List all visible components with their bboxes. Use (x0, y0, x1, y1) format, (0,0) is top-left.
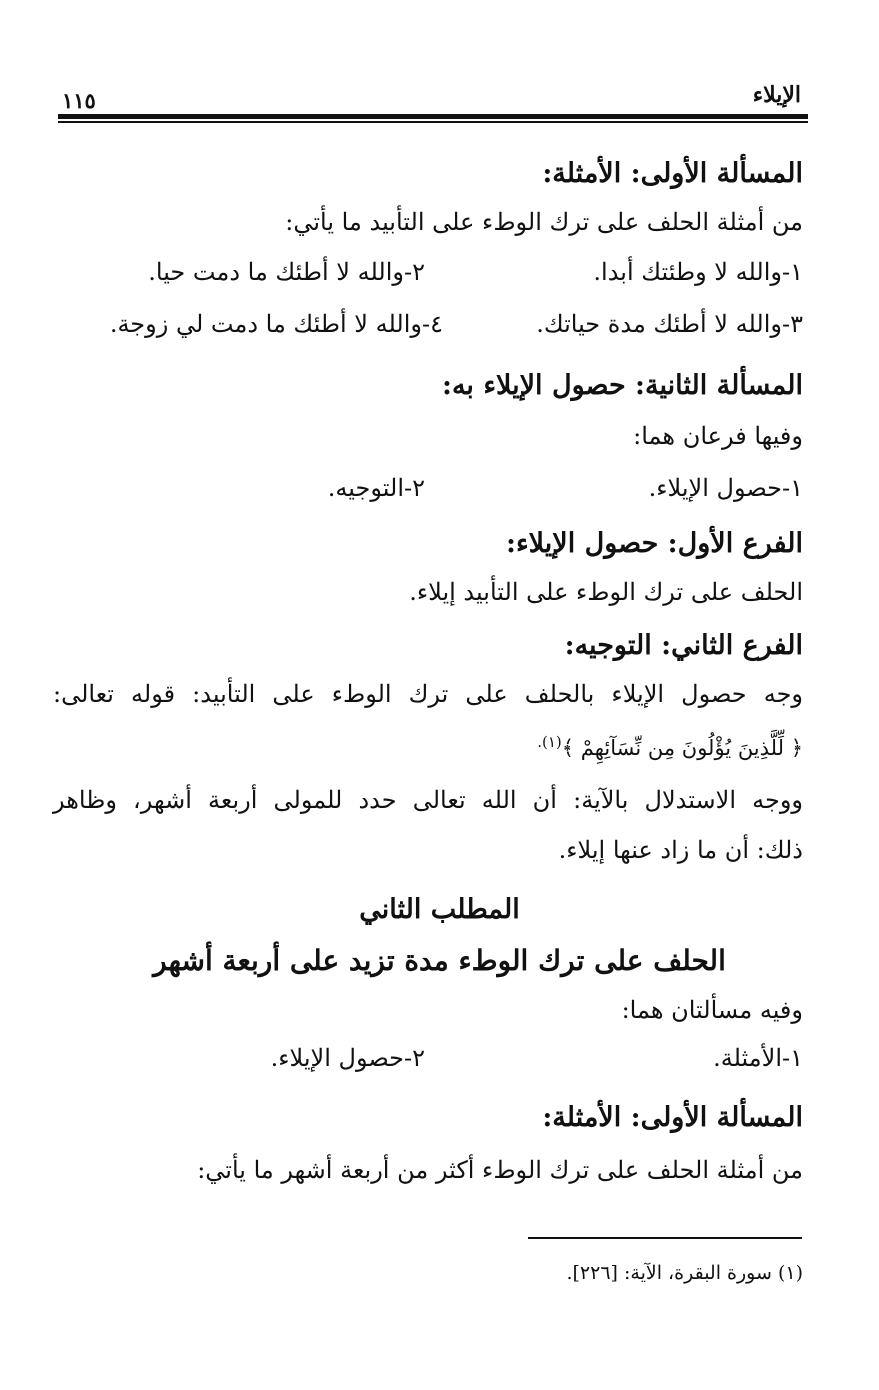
issue1-example-1: ١-والله لا وطئتك أبدا. (593, 258, 803, 286)
branch2-line-1: وجه حصول الإيلاء بالحلف على ترك الوطء على التأبيد: قوله تعالى: (53, 680, 803, 708)
section-title: المطلب الثاني (359, 894, 520, 925)
issue3-intro: من أمثلة الحلف على ترك الوطء أكثر من أربعة أشهر ما يأتي: (197, 1156, 803, 1184)
issue1-intro: من أمثلة الحلف على ترك الوطء على التأبيد ما يأتي: (285, 208, 803, 236)
footnote-separator (528, 1237, 802, 1239)
branch1-text: الحلف على ترك الوطء على التأبيد إيلاء. (409, 578, 803, 606)
issue2-branch-2: ٢-التوجيه. (327, 474, 425, 502)
footnote-text: (١) سورة البقرة، الآية: [٢٢٦]. (566, 1262, 803, 1284)
issue1-example-4: ٤-والله لا أطئك ما دمت لي زوجة. (109, 310, 443, 338)
quran-verse-line (537, 733, 803, 760)
page-number: ١١٥ (62, 88, 96, 113)
issue1-example-3: ٣-والله لا أطئك مدة حياتك. (536, 310, 803, 338)
header-rule-thick (58, 114, 808, 119)
issue2-heading: المسألة الثانية: حصول الإيلاء به: (441, 370, 803, 401)
header-rule-thin (58, 121, 808, 123)
issue1-example-2: ٢-والله لا أطئك ما دمت حيا. (148, 258, 425, 286)
issue1-heading: المسألة الأولى: الأمثلة: (542, 158, 803, 189)
issue2-branch-1: ١-حصول الإيلاء. (648, 474, 803, 502)
section-subtitle: الحلف على ترك الوطء مدة تزيد على أربعة أشهر (153, 944, 726, 977)
issue2-intro: وفيها فرعان هما: (633, 422, 803, 450)
section-item-2: ٢-حصول الإيلاء. (270, 1044, 425, 1072)
branch2-line-3: ووجه الاستدلال بالآية: أن الله تعالى حدد للمولى أربعة أشهر، وظاهر (53, 786, 803, 814)
running-header-title: الإيلاء (752, 82, 801, 108)
issue3-heading: المسألة الأولى: الأمثلة: (542, 1102, 803, 1133)
branch2-line-4: ذلك: أن ما زاد عنها إيلاء. (558, 836, 803, 864)
quran-verse: ﴿ لِّلَّذِينَ يُؤْلُونَ مِن نِّسَآئِهِمْ ﴾ (561, 736, 803, 760)
branch1-heading: الفرع الأول: حصول الإيلاء: (506, 528, 803, 559)
branch2-heading: الفرع الثاني: التوجيه: (564, 630, 803, 661)
footnote-ref: (١). (537, 733, 562, 751)
section-intro: وفيه مسألتان هما: (621, 996, 803, 1024)
section-item-1: ١-الأمثلة. (713, 1044, 803, 1072)
